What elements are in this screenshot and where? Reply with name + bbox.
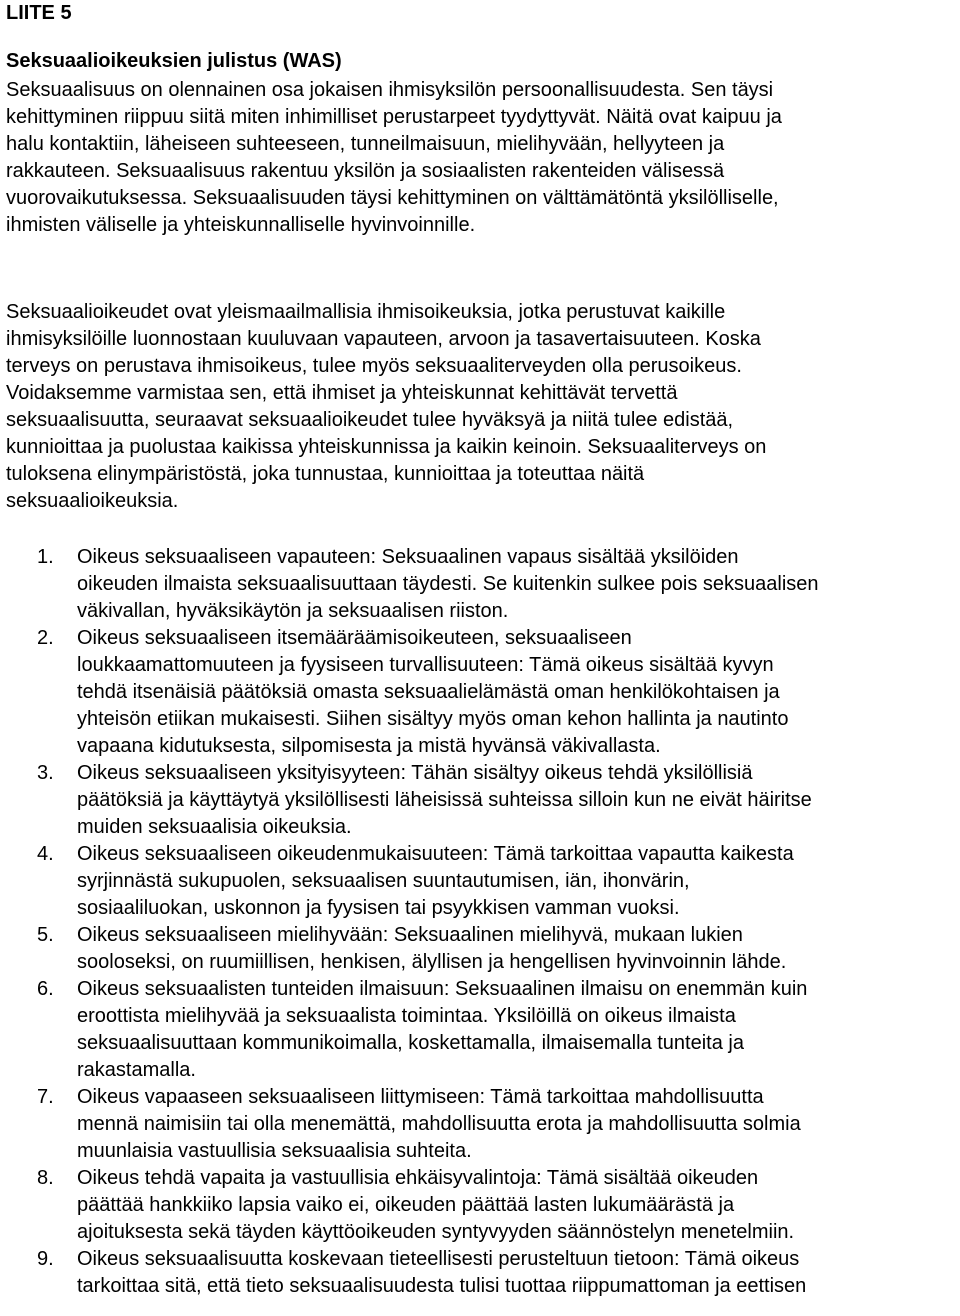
list-item-number: 4.: [37, 843, 54, 865]
list-item-line: päätöksiä ja käyttäytyä yksilöllisesti läheisissä suhteissa silloin kun ne eivät häiritse: [77, 789, 812, 811]
list-item: [0, 1084, 960, 1165]
list-item-line: Oikeus seksuaalisten tunteiden ilmaisuun: Seksuaalinen ilmaisu on enemmän kuin: [77, 978, 808, 1000]
list-item-line: päättää hankkiiko lapsia vaiko ei, oikeuden päättää lasten lukumäärästä ja: [77, 1194, 735, 1216]
intro-line: Seksuaalisuus on olennainen osa jokaisen ihmisyksilön persoonallisuudesta. Sen täysi: [6, 79, 774, 101]
list-item-line: syrjinnästä sukupuolen, seksuaalisen suuntautumisen, iän, ihonvärin,: [77, 870, 690, 892]
appendix-label: LIITE 5: [6, 2, 72, 24]
intro-line: ihmisten väliselle ja yhteiskunnalliselle hyvinvoinnille.: [6, 214, 476, 236]
list-item: [0, 841, 960, 922]
list-item-text: [77, 760, 960, 841]
list-item-line: Oikeus seksuaalisuutta koskevaan tieteellisesti perusteltuun tietoon: Tämä oikeus: [77, 1248, 800, 1270]
list-item-line: Oikeus seksuaaliseen vapauteen: Seksuaalinen vapaus sisältää yksilöiden: [77, 546, 739, 568]
list-item-line: muunlaisia vastuullisia seksuaalisia suhteita.: [77, 1140, 472, 1162]
rights-intro-line: Seksuaalioikeudet ovat yleismaailmallisia ihmisoikeuksia, jotka perustuvat kaikille: [6, 301, 726, 323]
intro-line: vuorovaikutuksessa. Seksuaalisuuden täysi kehittyminen on välttämätöntä yksilölliselle,: [6, 187, 779, 209]
list-item-number: 5.: [37, 924, 54, 946]
list-item-number: 2.: [37, 627, 54, 649]
rights-intro-line: seksuaalioikeuksia.: [6, 490, 179, 512]
list-item-number: 3.: [37, 762, 54, 784]
list-item-text: [77, 544, 960, 625]
list-item-line: tehdä itsenäisiä päätöksiä omasta seksuaalielämästä oman henkilökohtaisen ja: [77, 681, 780, 703]
list-item-text: [77, 625, 960, 760]
list-item-line: sooloseksi, on ruumiillisen, henkisen, älyllisen ja hengellisen hyvinvoinnin lähde.: [77, 951, 787, 973]
list-item-line: yhteisön etiikan mukaisesti. Siihen sisältyy myös oman kehon hallinta ja nautinto: [77, 708, 789, 730]
document-title: Seksuaalioikeuksien julistus (WAS): [6, 50, 342, 72]
list-item-line: Oikeus seksuaaliseen itsemääräämisoikeuteen, seksuaaliseen: [77, 627, 632, 649]
rights-intro-line: ihmisyksilöille luonnostaan kuuluvaan vapauteen, arvoon ja tasavertaisuuteen. Koska: [6, 328, 761, 350]
rights-list: [0, 544, 960, 1300]
list-item-line: ajoituksesta sekä täyden käyttöoikeuden syntyvyyden säännöstelyn menetelmiin.: [77, 1221, 795, 1243]
list-item-line: sosiaaliluokan, uskonnon ja fyysisen tai psyykkisen vamman vuoksi.: [77, 897, 680, 919]
list-item-number: 6.: [37, 978, 54, 1000]
list-item: [0, 1165, 960, 1246]
list-item-line: vapaana kidutuksesta, silpomisesta ja mistä hyvänsä väkivallasta.: [77, 735, 661, 757]
list-item-number: 7.: [37, 1086, 54, 1108]
list-item-line: Oikeus seksuaaliseen yksityisyyteen: Tähän sisältyy oikeus tehdä yksilöllisiä: [77, 762, 753, 784]
list-item-text: [77, 922, 960, 976]
list-item-text: [77, 1246, 960, 1300]
rights-intro-line: Voidaksemme varmistaa sen, että ihmiset ja yhteiskunnat kehittävät tervettä: [6, 382, 678, 404]
list-item-line: Oikeus seksuaaliseen mielihyvään: Seksuaalinen mielihyvä, mukaan lukien: [77, 924, 743, 946]
list-item-line: tarkoittaa sitä, että tieto seksuaalisuudesta tulisi tuottaa riippumattoman ja eettisen: [77, 1275, 807, 1297]
rights-intro-line: seksuaalisuutta, seuraavat seksuaalioikeudet tulee hyväksyä ja niitä tulee edistää,: [6, 409, 734, 431]
list-item: [0, 976, 960, 1084]
list-item-text: [77, 841, 960, 922]
list-item: [0, 625, 960, 760]
rights-intro-line: tuloksena elinympäristöstä, joka tunnustaa, kunnioittaa ja toteuttaa näitä: [6, 463, 645, 485]
list-item-line: oikeuden ilmaista seksuaalisuuttaan täydesti. Se kuitenkin sulkee pois seksuaalisen: [77, 573, 819, 595]
list-item-line: loukkaamattomuuteen ja fyysiseen turvallisuuteen: Tämä oikeus sisältää kyvyn: [77, 654, 774, 676]
list-item-line: eroottista mielihyvää ja seksuaalista toimintaa. Yksilöillä on oikeus ilmaista: [77, 1005, 736, 1027]
rights-intro-line: kunnioittaa ja puolustaa kaikissa yhteiskunnissa ja kaikin keinoin. Seksuaaliterveys on: [6, 436, 767, 458]
list-item-number: 8.: [37, 1167, 54, 1189]
rights-intro-paragraph: [6, 299, 956, 515]
list-item-line: muiden seksuaalisia oikeuksia.: [77, 816, 352, 838]
list-item-line: rakastamalla.: [77, 1059, 196, 1081]
list-item-line: seksuaalisuuttaan kommunikoimalla, koskettamalla, ilmaisemalla tunteita ja: [77, 1032, 744, 1054]
intro-line: rakkauteen. Seksuaalisuus rakentuu yksilön ja sosiaalisten rakenteiden välisessä: [6, 160, 725, 182]
list-item-line: Oikeus seksuaaliseen oikeudenmukaisuuteen: Tämä tarkoittaa vapautta kaikesta: [77, 843, 794, 865]
list-item-text: [77, 1084, 960, 1165]
list-item-number: 1.: [37, 546, 54, 568]
list-item-number: 9.: [37, 1248, 54, 1270]
rights-intro-line: terveys on perustava ihmisoikeus, tulee myös seksuaaliterveyden olla perusoikeus.: [6, 355, 742, 377]
list-item: [0, 544, 960, 625]
list-item-line: Oikeus vapaaseen seksuaaliseen liittymiseen: Tämä tarkoittaa mahdollisuutta: [77, 1086, 764, 1108]
list-item: [0, 760, 960, 841]
list-item-line: mennä naimisiin tai olla menemättä, mahdollisuutta erota ja mahdollisuutta solmia: [77, 1113, 801, 1135]
list-item-line: Oikeus tehdä vapaita ja vastuullisia ehkäisyvalintoja: Tämä sisältää oikeuden: [77, 1167, 759, 1189]
list-item-line: väkivallan, hyväksikäytön ja seksuaalisen riiston.: [77, 600, 509, 622]
list-item: [0, 922, 960, 976]
intro-line: halu kontaktiin, läheiseen suhteeseen, tunneilmaisuun, mielihyvään, hellyyteen ja: [6, 133, 725, 155]
list-item-text: [77, 1165, 960, 1246]
list-item-text: [77, 976, 960, 1084]
list-item: [0, 1246, 960, 1300]
intro-line: kehittyminen riippuu siitä miten inhimilliset perustarpeet tyydyttyvät. Näitä ovat kaipuu ja: [6, 106, 782, 128]
intro-paragraph: [6, 77, 956, 239]
